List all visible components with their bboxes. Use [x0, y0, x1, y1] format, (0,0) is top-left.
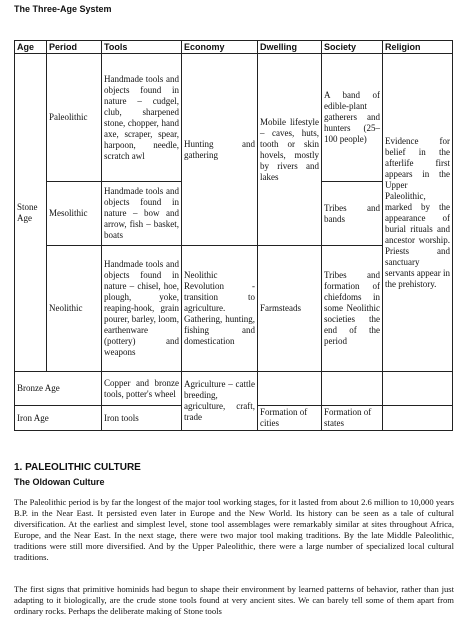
paragraph: The Paleolithic period is by far the longest of the major tool working stages, for it lasted from about 2.6 million to 10,000 years B.P. in the Near East. It persisted even later in Europe and the New World. Its history can be seen as a tale of cultural diversification. At the earliest and simplest level, stone tool assemblages were remarkably similar at sites throughout Africa, Europe, and the Near East. In the next stage, there were two major tool making traditions. By the late Middle Paleolithic, traditions were still more diversified. And by the Upper Paleolithic, there were a large number of specialized local cultural traditions.	[14, 497, 454, 562]
cell-neolithic-period: Neolithic	[47, 246, 102, 372]
page-title: The Three-Age System	[14, 4, 112, 14]
cell-bronze-age: Bronze Age	[15, 372, 102, 406]
cell-mesolithic-society: Tribes and bands	[322, 182, 383, 246]
cell-bronze-dwelling	[258, 372, 322, 406]
cell-mesolithic-tools: Handmade tools and objects found in nature – bow and arrow, fish – basket, boats	[102, 182, 182, 246]
three-age-table	[14, 40, 453, 431]
cell-paleolithic-tools: Handmade tools and objects found in nature – cudgel, club, sharpened stone, chopper, hand axe, scraper, spear, harpoon, needle, scratch awl	[102, 54, 182, 182]
table-header-row	[15, 41, 453, 54]
header-tools: Tools	[102, 41, 182, 54]
cell-mesolithic-period: Mesolithic	[47, 182, 102, 246]
cell-paleolithic-period: Paleolithic	[47, 54, 102, 182]
cell-neolithic-society: Tribes and formation of chiefdoms in some Neolithic societies the end of the period	[322, 246, 383, 372]
paragraph: The first signs that primitive hominids had begun to shape their environment by learned patterns of behavior, rather than just adapting to it biologically, are the crude stone tools found at very ancient sites. We can barely tell some of them apart from ordinary rocks. Perhaps the deliberate making of Stone tools	[14, 584, 454, 616]
cell-paleolithic-economy: Hunting and gathering	[182, 54, 258, 246]
cell-bronze-tools: Copper and bronze tools, potter's wheel	[102, 372, 182, 406]
cell-iron-religion	[383, 406, 453, 431]
cell-iron-society: Formation of states	[322, 406, 383, 431]
cell-paleolithic-society: A band of edible-plant gatherers and hunters (25–100 people)	[322, 54, 383, 182]
cell-iron-age: Iron Age	[15, 406, 102, 431]
table-row-paleolithic	[15, 54, 453, 182]
cell-iron-dwelling: Formation of cities	[258, 406, 322, 431]
cell-neolithic-dwelling: Farmsteads	[258, 246, 322, 372]
cell-paleolithic-dwelling: Mobile lifestyle – caves, huts, tooth or skin hovels, mostly by rivers and lakes	[258, 54, 322, 246]
cell-bronze-society	[322, 372, 383, 406]
cell-stone-age: Stone Age	[15, 54, 47, 372]
cell-neolithic-tools: Handmade tools and objects found in nature – chisel, hoe, plough, yoke, reaping-hook, grain pourer, barley, loom, earthenware (pottery) and weapons	[102, 246, 182, 372]
cell-neolithic-economy: Neolithic Revolution - transition to agriculture. Gathering, hunting, fishing and domestication	[182, 246, 258, 372]
header-economy: Economy	[182, 41, 258, 54]
header-period: Period	[47, 41, 102, 54]
header-religion: Religion	[383, 41, 453, 54]
cell-bronze-economy: Agriculture – cattle breeding, agriculture, craft, trade	[182, 372, 258, 431]
header-dwelling: Dwelling	[258, 41, 322, 54]
table-row-bronze-age	[15, 372, 453, 406]
header-society: Society	[322, 41, 383, 54]
subheading: The Oldowan Culture	[14, 477, 105, 487]
cell-religion: Evidence for belief in the afterlife first appears in the Upper Paleolithic, marked by the appearance of burial rituals and ancestor worship. Priests and sanctuary servants appear in the prehistory.	[383, 54, 453, 372]
section-heading: 1. PALEOLITHIC CULTURE	[14, 462, 141, 473]
cell-bronze-religion	[383, 372, 453, 406]
cell-iron-tools: Iron tools	[102, 406, 182, 431]
header-age: Age	[15, 41, 47, 54]
